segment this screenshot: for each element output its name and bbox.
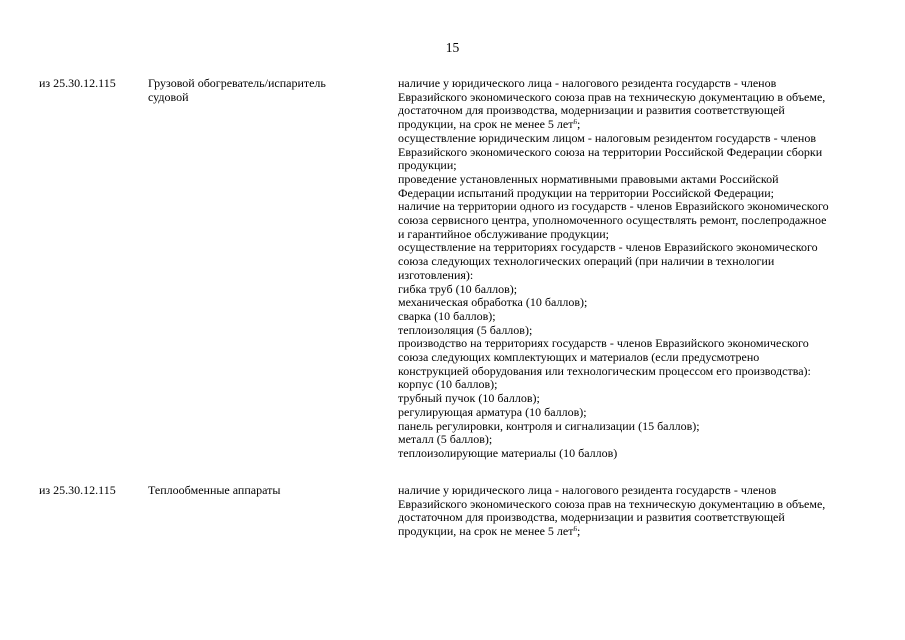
requirement-line: наличие у юридического лица - налогового резидента государств - членов (398, 483, 777, 497)
requirement-line: производство на территориях государств - членов Евразийского экономического (398, 336, 809, 351)
requirement-line: союза сервисного центра, уполномоченного осуществлять ремонт, послепродажное (398, 213, 827, 228)
requirement-line: теплоизолирующие материалы (10 баллов) (398, 445, 618, 460)
requirement-line (398, 525, 878, 539)
requirement-line: союза следующих технологических операций (при наличии в технологии (398, 254, 775, 269)
footnote-marker: 6 (573, 118, 577, 127)
requirement-line: корпус (10 баллов); (398, 377, 498, 392)
product-name (148, 77, 368, 104)
requirements-list (398, 77, 878, 461)
requirement-line: теплоизоляция (5 баллов); (398, 322, 533, 337)
requirement-line: наличие на территории одного из государств - членов Евразийского экономического (398, 199, 829, 214)
requirement-line: достаточном для производства, модернизации и развития соответствующей (398, 510, 785, 525)
requirement-text: продукции, на срок не менее 5 лет (398, 524, 574, 539)
requirement-line: наличие у юридического лица - налогового резидента государств - членов (398, 76, 777, 90)
requirement-line: Евразийского экономического союза прав на техническую документацию в объеме, (398, 496, 826, 511)
okpd-code: из 25.30.12.115 (39, 483, 116, 497)
requirement-line: Евразийского экономического союза прав на техническую документацию в объеме, (398, 89, 826, 104)
requirement-line: осуществление на территориях государств - членов Евразийского экономического (398, 240, 818, 255)
requirement-line: осуществление юридическим лицом - налоговым резидентом государств - членов (398, 130, 816, 145)
requirement-line: Евразийского экономического союза на территории Российской Федерации сборки (398, 144, 823, 159)
requirement-punctuation: ; (576, 117, 581, 132)
product-name-line: Грузовой обогреватель/испаритель (148, 76, 326, 90)
footnote-marker: 6 (573, 525, 577, 534)
requirement-line: изготовления): (398, 267, 474, 282)
requirements-list (398, 484, 878, 539)
requirement-text: продукции, на срок не менее 5 лет (398, 117, 574, 132)
requirement-line: союза следующих комплектующих и материалов (если предусмотрено (398, 350, 760, 365)
okpd-code: из 25.30.12.115 (39, 76, 116, 90)
requirement-line: конструкцией оборудования или технологическим процессом его производства): (398, 363, 811, 378)
product-name-line: Теплообменные аппараты (148, 483, 281, 497)
requirement-punctuation: ; (576, 524, 581, 539)
product-name (148, 484, 368, 498)
requirement-line: механическая обработка (10 баллов); (398, 295, 588, 310)
requirement-line: достаточном для производства, модернизации и развития соответствующей (398, 103, 785, 118)
requirement-line: продукции; (398, 158, 457, 173)
requirement-line: и гарантийное обслуживание продукции; (398, 226, 609, 241)
requirement-line: гибка труб (10 баллов); (398, 281, 518, 296)
requirement-line: трубный пучок (10 баллов); (398, 391, 540, 406)
product-name-line: судовой (148, 89, 189, 104)
requirement-line: Федерации испытаний продукции на территории Российской Федерации; (398, 185, 774, 200)
requirement-line (398, 118, 878, 132)
requirement-line: регулирующая арматура (10 баллов); (398, 404, 587, 419)
requirement-line: сварка (10 баллов); (398, 308, 496, 323)
requirement-line: панель регулировки, контроля и сигнализации (15 баллов); (398, 418, 700, 433)
requirement-line: проведение установленных нормативными правовыми актами Российской (398, 171, 779, 186)
page-number: 15 (445, 40, 460, 55)
requirement-line: металл (5 баллов); (398, 432, 493, 447)
